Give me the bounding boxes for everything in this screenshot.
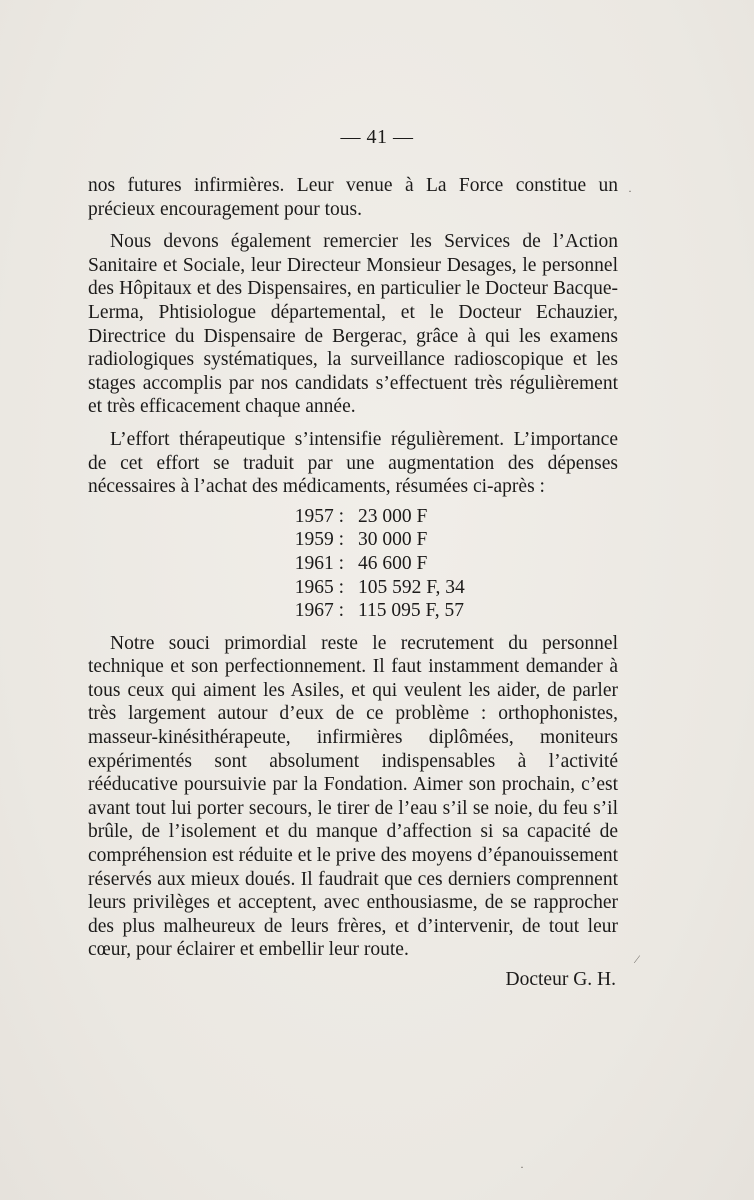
spending-year: 1959 : [294, 529, 344, 551]
spending-amount: 23 000 F [358, 505, 428, 527]
spending-amount: 115 095 F, 57 [358, 600, 465, 622]
spending-row [256, 505, 465, 529]
spending-amount: 30 000 F [358, 529, 428, 551]
spending-year: 1965 : [294, 576, 344, 598]
spending-year: 1967 : [294, 600, 344, 622]
page-number: — 41 — [340, 126, 414, 148]
ink-speck: · [520, 1160, 524, 1174]
spending-row [256, 599, 465, 623]
spending-amount: 105 592 F, 34 [358, 576, 465, 598]
paragraph-therapeutic-effort: L’effort thérapeutique s’intensifie régulièrement. L’importance de cet effort se traduit par une augmentation des dépenses nécessaires à l’achat des médicaments, résumées ci-après : [88, 428, 618, 498]
body-text [88, 174, 618, 992]
spending-row [256, 528, 465, 552]
spending-amount: 46 600 F [358, 552, 428, 574]
ink-speck: · [628, 184, 632, 198]
spending-row [256, 552, 465, 576]
spending-year: 1957 : [294, 505, 344, 527]
paragraph-acknowledgements: Nous devons également remercier les Services de l’Action Sanitaire et Sociale, leur Directeur Monsieur Desages, le personnel des Hôpitaux et des Dispensaires, en particulier le Docteur Bacque-Lerma, Phtisiologue départemental, et le Docteur Echauzier, Directrice du Dispensaire de Bergerac, grâce à qui les examens radiologiques systématiques, la surveillance radioscopique et les stages accomplis par nos candidats s’effectuent très régulièrement et très efficacement chaque année. [88, 231, 618, 418]
signature: Docteur G. H. [505, 969, 616, 990]
spending-row [256, 576, 465, 600]
medication-spending-table [256, 505, 465, 623]
paragraph-staff-recruitment: Notre souci primordial reste le recrutement du personnel technique et son perfectionnement. Il faut instamment demander à tous ceux qui aiment les Asiles, et qui veulent les aider, de parler très largement autour d’eux de ce problème : orthophonistes, masseur-kinésithérapeute, infirmières diplômées, moniteurs expérimentés sont absolument indispensables à l’activité rééducative poursuivie par la Fondation. Aimer son prochain, c’est avant tout lui porter secours, le tirer de l’eau s’il se noie, du feu s’il brûle, de l’isolement et du manque d’affection si sa capacité de compréhension est réduite et le prive des moyens d’épanouissement réservés aux mieux doués. Il faudrait que ces derniers comprennent leurs privilèges et acceptent, avec enthousiasme, de se rapprocher des plus malheureux de leurs frères, et d’intervenir, de tout leur cœur, pour éclairer et embellir leur route. [88, 632, 618, 961]
spending-year: 1961 : [294, 552, 344, 574]
paragraph-continuation: nos futures infirmières. Leur venue à La Force constitue un précieux encouragement pour tous. [88, 175, 618, 220]
pencil-mark: ⁄ [636, 952, 639, 966]
